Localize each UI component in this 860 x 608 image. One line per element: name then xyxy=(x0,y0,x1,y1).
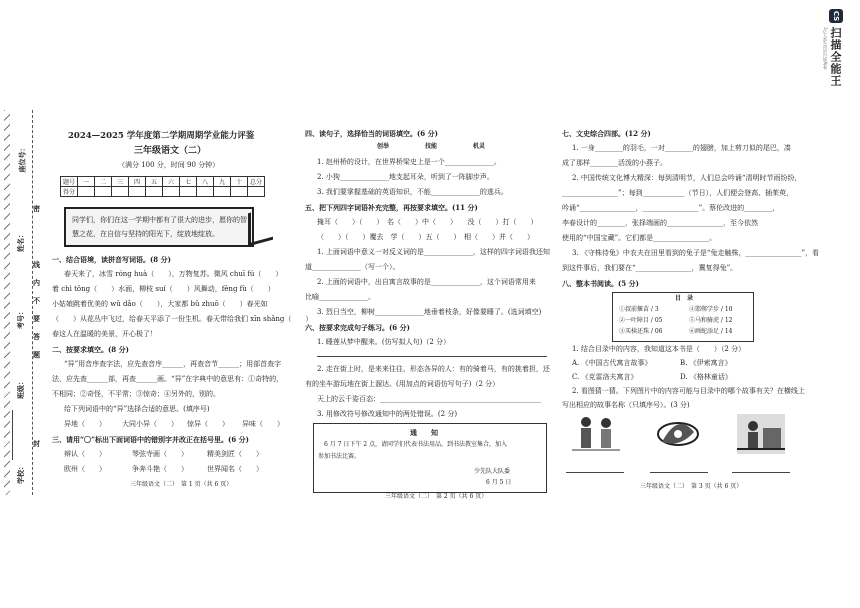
binding-label-class: 班级： xyxy=(16,378,25,399)
answer-blank[interactable]: 辩认（ ） xyxy=(64,450,106,458)
page-footer: 三年级语文（二） 第 1 页（共 6 页） xyxy=(130,481,233,488)
picture-people xyxy=(572,414,620,454)
answer-blank[interactable]: 精美剑匠（ ） xyxy=(207,450,263,458)
section-8-title: 八、整本书阅读。(5 分) xyxy=(562,279,639,288)
binding-label-school: 学校： xyxy=(16,463,25,484)
binding-notice: 线 内 不 要 答 题 xyxy=(33,260,40,359)
book-pencil-icon xyxy=(248,207,273,247)
choice-word: 技能 xyxy=(425,143,438,150)
answer-blank[interactable]: 异味（ ） xyxy=(242,420,284,428)
page-footer: 三年级语文（二） 第 2 页（共 6 页） xyxy=(385,493,488,500)
binding-margin xyxy=(0,110,50,500)
answer-line[interactable] xyxy=(732,472,790,473)
answer-blank[interactable]: 大同小异（ ） xyxy=(122,420,178,428)
option-a[interactable]: A. 《中国古代寓言故事》 xyxy=(572,359,652,367)
binding-label-id: 考号： xyxy=(16,308,25,329)
picture-eye-leaf xyxy=(654,414,702,454)
notice-box: 通 知 6 月 7 日下午 2 点，请同学们代表书法用品，到书法教室集合，加入 参加书法比赛。 少先队大队委 6 月 5 日 xyxy=(313,423,547,493)
eye-leaf-icon xyxy=(654,414,702,454)
exam-subtitle: 三年级语文（二） xyxy=(134,146,207,156)
scene-icon xyxy=(737,414,785,454)
watermark-name: 扫描全能王 xyxy=(829,27,842,87)
section-5-title: 五、把下列四字词语补充完整，再按要求填空。(11 分) xyxy=(305,203,478,212)
answer-blank[interactable]: 争奔斗艳（ ） xyxy=(132,465,188,473)
page-footer: 三年级语文（二） 第 3 页（共 6 页） xyxy=(640,483,743,490)
page-3: 七、文史综合四部。(12 分) 1. 一身________的羽毛，一对________的翅膀，加上剪刀似的尾巴，凑 成了那样________活泼的小燕子。 2. 中国传统文化博大精深：每到清明节，人们总会吟诵“清明时节雨纷纷， ________________”；每到____________（节日），人们便会登高、插茱萸， 吟诵“________________，________________”。蔡伦改进的________， 李春设计的________，张择端画的________________，至今依然 使用的“中国宝藏”。它们都是________________。 3. 《守株待兔》中农夫在田里看到的兔子是“兔走触株，________________”，看 到这件事后，我们要在“________________，冀复得兔”。 八、整本书阅读。(5 分) 目 录 ①叔前揠苗 / 3 ②一叶障目 / 05 ③买椟还珠 / 06 ④邯郸学步 / 10 ⑤马和骑虎 / 12 ⑥画蛇添足 / 14 1. 结合目录中的内容，我知道这本书是（ ）（2 分） A. 《中国古代寓言故事》 B. 《伊索寓言》 C. 《克雷洛夫寓言》 D. 《格林童话》 2. 看图猜一猜。下列图片中的内容可能与目录中的哪个故事有关？在横线上 写出相应的故事名称（只填序号）。(3 分) 三年级语文（二） 第 3 页（共 6 页） xyxy=(562,129,820,490)
section-7-title: 七、文史综合四部。(12 分) xyxy=(562,129,651,138)
section-4-title: 四、读句子，选择恰当的词语填空。(6 分) xyxy=(305,129,438,138)
cs-logo-icon: CS xyxy=(829,9,843,23)
page-1: 2024—2025 学年度第二学期周期学业能力评鉴 三年级语文（二） （满分 100 分，时间 90 分钟） 题号 一 二 三 四 五 六 七 八 九 十 总分 得分 同学们，你们在这一学期中都有了很大的进步，愿你的智 慧之花，在自信与坚持的阳光下，绽放地绽放。 一、结合语境，读拼音写词语。(8 分) 春天来了，冰雪 róng huà（ ），万物复苏。微风 chuī fú（ ） 着 chì tǒng（ ）水面，柳枝 suí（ ）风舞动，fēng fù（ ） 小姑娘跳着优美的 wǔ dǎo（ ），大家都 bǔ zhuō（ ）春光如 （ ）从花丛中飞过，给春天平添了一份生机。春天带给我们 xīn shǎng（ ） 春这人在温暖的美景，开心极了！ 二、按要求填空。(8 分) “异”用音序查字法，应先查音序______，再查音节______；用部首查字 法，应先查______部，再查______画。“异”在字典中的意思有：①奇特的， 不相同；②奇怪，不平常；③惊奇；④另外的，别的。 给下列词语中的“异”选择合适的意思。(填序号) 异地（ ） 大同小异（ ） 惊异（ ） 异味（ ） 三、请用“〇”标出下面词语中的错别字并改正在括号里。(6 分) 辩认（ ） 琴弦寺画（ ） 精美剑匠（ ） 欧州（ ） 争奔斗艳（ ） 世界闻名（ ） 三年级语文（二） 第 1 页（共 6 页） xyxy=(52,131,313,488)
section-3-title: 三、请用“〇”标出下面词语中的错别字并改正在括号里。(6 分) xyxy=(52,435,249,444)
choice-word: 创举 xyxy=(377,143,390,150)
watermark-sub: 3亿人都在用的扫描App xyxy=(823,27,828,70)
exam-info: （满分 100 分，时间 90 分钟） xyxy=(118,161,220,169)
option-c[interactable]: C. 《克雷洛夫寓言》 xyxy=(572,373,638,381)
section-2-title: 二、按要求填空。(8 分) xyxy=(52,345,129,354)
score-header-row: 题号 一 二 三 四 五 六 七 八 九 十 总分 xyxy=(61,177,265,187)
exam-title: 2024—2025 学年度第二学期周期学业能力评鉴 xyxy=(68,131,255,141)
binding-label-seat: 座位号： xyxy=(17,144,27,173)
seal-char-2: 封 xyxy=(33,439,40,448)
answer-blank[interactable]: 欧州（ ） xyxy=(64,465,106,473)
seal-char-1: 密 xyxy=(33,204,40,213)
picture-scene xyxy=(737,414,785,454)
section-1-title: 一、结合语境，读拼音写词语。(8 分) xyxy=(52,255,171,264)
answer-blank[interactable]: 惊异（ ） xyxy=(187,420,229,428)
score-table xyxy=(60,176,265,197)
option-b[interactable]: B. 《伊索寓言》 xyxy=(680,359,732,367)
answer-blank[interactable]: 琴弦寺画（ ） xyxy=(132,450,188,458)
binding-dashes xyxy=(4,110,10,495)
answer-line[interactable] xyxy=(566,472,624,473)
page-2: 四、读句子，选择恰当的词语填空。(6 分) 创举 技能 机灵 1. 赵州桥的设计，在世界桥梁史上是一个______________。 2. 小狗______________地支起耳朵，听到了一阵脚步声。 3. 我们要掌握基础的英语知识，不能______________的逃兵。 五、把下列四字词语补充完整，再按要求填空。(11 分) 掩耳（ ）（ ） 名（ ）中（ ） 没（ ）打（ ） （ ）（ ）覆去 学（ ）五（ ） 相（ ）并（ ） 1. 上面词语中意义一对反义词的是______________，这样的四字词语我还知 道______________（写一个）。 2. 上面的词语中，出自寓言故事的是______________，这个词语常用来 比喻______________。 3. 烈日当空，柳树______________地垂着枝条，好像要睡了。(选词填空) 六、按要求完成句子练习。(6 分) 1. 睡莲从梦中醒来。(仿写拟人句)（2 分） 2. 走在街上时，是来来往往、形态各异的人：有的骑着马，有的挑着担，还 有的坐车游玩地在街上溜达。(用加点的词语仿写句子)（2 分） 天上的云千姿百态：______________________________________________ 3. 用修改符号修改通知中的两处错误。(2 分) 通 知 6 月 7 日下午 2 点，请同学们代表书法用品，到书法教室集合，加入 参加书法比赛。 少先队大队委 6 月 5 日 三年级语文（二） 第 2 页（共 6 页） xyxy=(305,129,550,500)
answer-blank[interactable]: 世界闻名（ ） xyxy=(207,465,263,473)
encouragement-banner: 同学们，你们在这一学期中都有了很大的进步，愿你的智 慧之花，在自信与坚持的阳光下，绽放地绽放。 xyxy=(64,207,254,247)
binding-label-name: 姓名： xyxy=(16,231,25,252)
section-6-title: 六、按要求完成句子练习。(6 分) xyxy=(305,323,410,332)
school-line xyxy=(12,410,13,460)
answer-blank[interactable]: 异地（ ） xyxy=(64,420,106,428)
choice-word: 机灵 xyxy=(473,143,486,150)
answer-line[interactable] xyxy=(317,356,547,357)
answer-line[interactable] xyxy=(650,472,708,473)
score-row: 得分 xyxy=(61,187,265,197)
people-icon xyxy=(572,414,620,454)
watermark xyxy=(822,5,852,100)
option-d[interactable]: D. 《格林童话》 xyxy=(680,373,732,381)
table-of-contents: 目 录 ①叔前揠苗 / 3 ②一叶障目 / 05 ③买椟还珠 / 06 ④邯郸学步 / 10 ⑤马和骑虎 / 12 ⑥画蛇添足 / 14 xyxy=(612,292,754,342)
